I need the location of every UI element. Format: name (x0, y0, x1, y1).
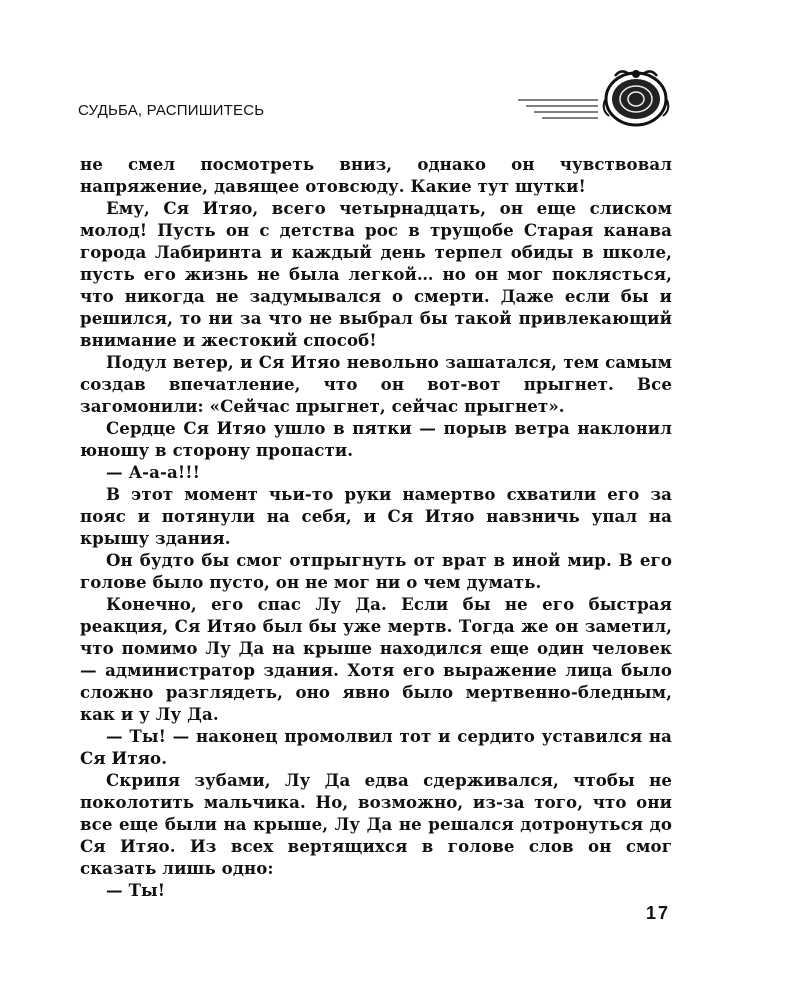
paragraph: В этот момент чьи-то руки намертво схватили его за пояс и потянули на себя, и Ся Итяо навзничь упал на крышу здания. (80, 484, 672, 548)
paragraph: не смел посмотреть вниз, однако он чувствовал напряжение, давящее отовсюду. Какие тут шутки! (80, 154, 672, 196)
ornamental-seal-emblem-icon (601, 66, 671, 128)
paragraph: Ему, Ся Итяо, всего четырнадцать, он еще слиском молод! Пусть он с детства рос в трущобе Старая канава города Лабиринта и каждый день терпел обиды в школе, пусть его жизнь не была легкой… но он мог поклясться, что никогда не задумывался о смерти. Даже если бы и решился, то ни за что не выбрал бы такой привлекающий внимание и жестокий способ! (80, 198, 672, 350)
page-header (78, 96, 678, 136)
paragraph: Он будто бы смог отпрыгнуть от врат в иной мир. В его голове было пусто, он не мог ни о чем думать. (80, 550, 672, 592)
header-rule-lines (518, 96, 598, 122)
paragraph: Подул ветер, и Ся Итяо невольно зашатался, тем самым создав впечатление, что он вот-вот прыгнет. Все загомонили: «Сейчас прыгнет, сейчас прыгнет». (80, 352, 672, 416)
paragraph: Конечно, его спас Лу Да. Если бы не его быстрая реакция, Ся Итяо был бы уже мертв. Тогда же он заметил, что помимо Лу Да на крыше находился еще один человек — администратор здания. Хотя его выражение лица было сложно разглядеть, оно явно было мертвенно-бледным, как и у Лу Да. (80, 594, 672, 724)
paragraph: Сердце Ся Итяо ушло в пятки — порыв ветра наклонил юношу в сторону пропасти. (80, 418, 672, 460)
paragraph: — А-а-а!!! (106, 462, 201, 482)
running-title: СУДЬБА, РАСПИШИТЕСЬ (78, 102, 265, 119)
page-number: 17 (645, 903, 670, 923)
paragraph: Скрипя зубами, Лу Да едва сдерживался, чтобы не поколотить мальчика. Но, возможно, из-за того, что они все еще были на крыше, Лу Да не решался дотронуться до Ся Итяо. Из всех вертящихся в голове слов он смог сказать лишь одно: (80, 770, 672, 878)
paragraph: — Ты! (106, 880, 166, 900)
body-text (80, 153, 672, 901)
paragraph: — Ты! — наконец промолвил тот и сердито уставился на Ся Итяо. (80, 726, 672, 768)
